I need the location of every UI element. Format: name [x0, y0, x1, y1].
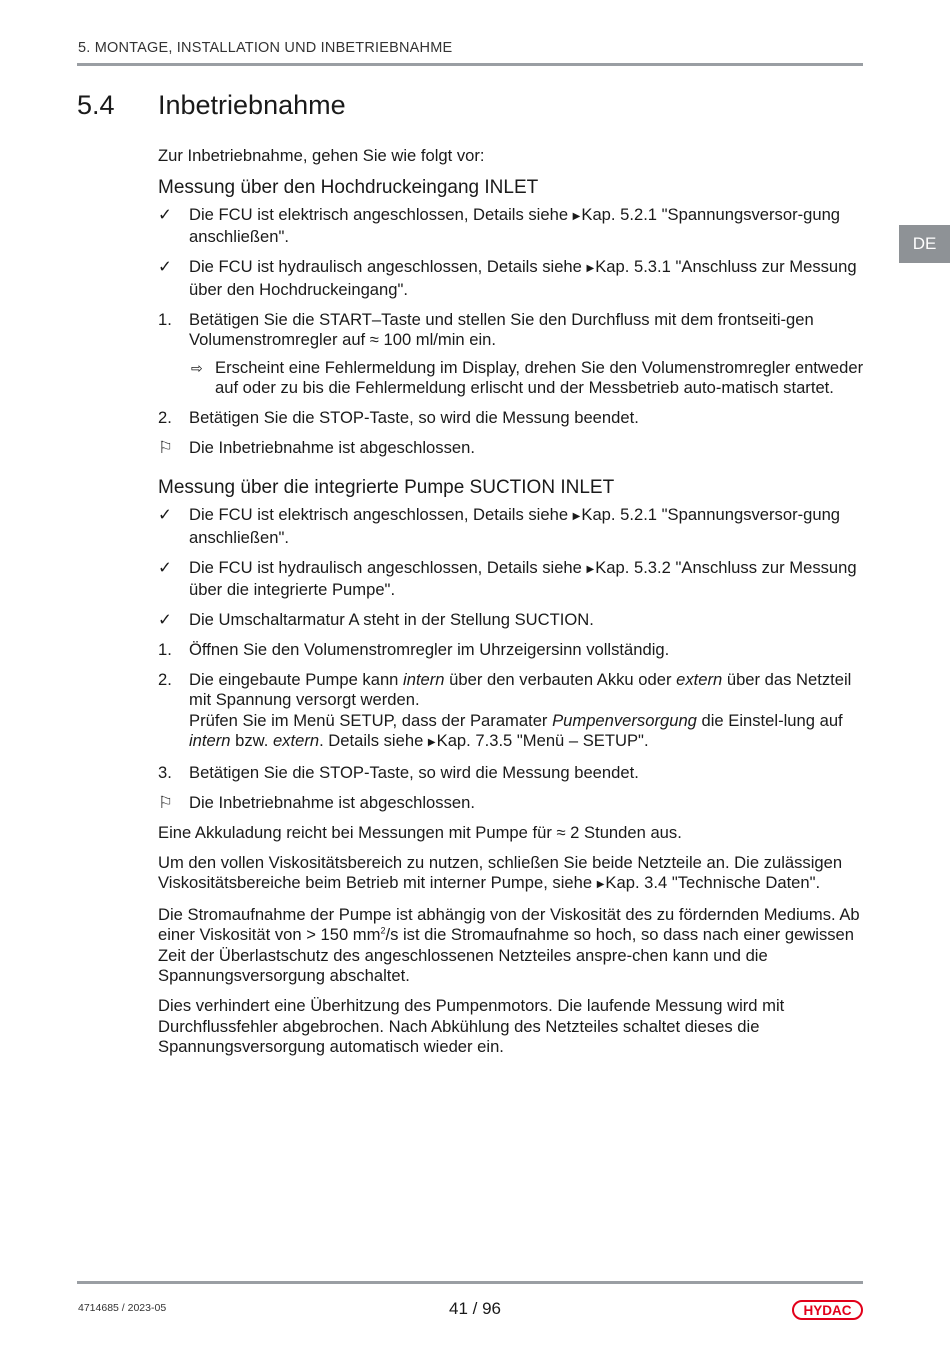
cross-reference-link[interactable]: Kap. 5.2.1 "Spannungsversor-gung anschließen".	[189, 505, 841, 547]
step-text: bzw.	[230, 731, 273, 751]
emphasis-extern: extern	[676, 669, 723, 689]
check-icon: ✓	[158, 257, 172, 277]
intro-text: Zur Inbetriebnahme, gehen Sie wie folgt vor:	[158, 146, 485, 165]
result-item	[158, 358, 864, 399]
check-icon: ✓	[158, 204, 172, 224]
step-number: 2.	[158, 669, 172, 689]
step-text: Prüfen Sie im Menü SETUP, dass der Paramater	[189, 710, 553, 730]
prerequisite-text: Die FCU ist hydraulisch angeschlossen, Details siehe	[189, 257, 587, 277]
prerequisite-text: Die Umschaltarmatur A steht in der Stellung SUCTION.	[189, 610, 594, 630]
note-text: Um den vollen Viskositätsbereich zu nutzen, schließen Sie beide Netzteile an. Die zulässigen Viskositätsbereiche beim Betrieb mit interner Pumpe, siehe	[158, 852, 843, 893]
prerequisite-text: Die FCU ist elektrisch angeschlossen, Details siehe	[189, 505, 573, 525]
section-title: Inbetriebnahme	[158, 90, 346, 120]
section-number: 5.4	[77, 90, 115, 120]
emphasis-intern: intern	[189, 731, 231, 751]
note-paragraph	[158, 853, 864, 896]
result-arrow-icon: ⇨	[191, 359, 203, 376]
completion-item	[158, 793, 864, 813]
step-number: 1.	[158, 309, 172, 329]
subheading-inlet: Messung über den Hochdruckeingang INLET	[158, 176, 539, 198]
prerequisite-item	[158, 610, 864, 630]
note-paragraph: Dies verhindert eine Überhitzung des Pumpenmotors. Die laufende Messung wird mit Durchflussfehler abgebrochen. Nach Abkühlung des Netzteiles schaltet dieses die Spannungsversorgung automatisch wieder ein.	[158, 996, 785, 1056]
completion-text: Die Inbetriebnahme ist abgeschlossen.	[189, 438, 475, 458]
step-item	[158, 310, 864, 351]
hydac-logo	[792, 1300, 863, 1320]
prerequisite-item	[158, 505, 864, 548]
header-rule	[77, 63, 863, 66]
xref-arrow-icon: ▶	[596, 879, 605, 891]
prerequisite-text: Die FCU ist elektrisch angeschlossen, Details siehe	[189, 204, 573, 224]
parameter-name: Pumpenversorgung	[552, 710, 697, 730]
footer-rule	[77, 1281, 863, 1284]
emphasis-intern: intern	[403, 669, 445, 689]
xref-arrow-icon: ▶	[572, 210, 581, 222]
cross-reference-link[interactable]: Kap. 7.3.5 "Menü – SETUP".	[436, 731, 649, 751]
finish-flag-icon: ⚐	[158, 438, 173, 458]
xref-arrow-icon: ▶	[427, 737, 436, 749]
step-text: Betätigen Sie die STOP-Taste, so wird die Messung beendet.	[189, 763, 639, 783]
finish-flag-icon: ⚐	[158, 792, 173, 812]
prerequisite-item	[158, 558, 864, 601]
prerequisite-text: Die FCU ist hydraulisch angeschlossen, Details siehe	[189, 557, 587, 577]
step-text: Öffnen Sie den Volumenstromregler im Uhrzeigersinn vollständig.	[189, 640, 670, 659]
note-paragraph: Eine Akkuladung reicht bei Messungen mit Pumpe für ≈ 2 Stunden aus.	[158, 822, 682, 842]
step-number: 1.	[158, 640, 172, 659]
step-text: Betätigen Sie die STOP-Taste, so wird die Messung beendet.	[189, 408, 639, 428]
step-item	[158, 408, 864, 428]
language-tab[interactable]: DE	[899, 225, 950, 263]
step-item	[158, 763, 864, 783]
check-icon: ✓	[158, 505, 172, 525]
emphasis-extern: extern	[272, 731, 320, 751]
cross-reference-link[interactable]: Kap. 5.2.1 "Spannungsversor-gung anschließen".	[189, 204, 841, 247]
prerequisite-item	[158, 205, 864, 248]
logo-text: HYDAC	[803, 1303, 852, 1318]
page-number: 41 / 96	[449, 1299, 501, 1318]
step-number: 3.	[158, 763, 172, 783]
cross-reference-link[interactable]: Kap. 3.4 "Technische Daten".	[605, 873, 821, 893]
cross-reference-link[interactable]: Kap. 5.3.1 "Anschluss zur Messung über den Hochdruckeingang".	[189, 257, 857, 299]
xref-arrow-icon: ▶	[586, 263, 595, 275]
page-content	[158, 146, 864, 1067]
check-icon: ✓	[158, 610, 172, 630]
superscript: 2	[380, 925, 386, 936]
prerequisite-item	[158, 257, 864, 300]
step-item	[158, 670, 864, 754]
subheading-suction: Messung über die integrierte Pumpe SUCTION INLET	[158, 477, 615, 499]
check-icon: ✓	[158, 557, 172, 577]
cross-reference-link[interactable]: Kap. 5.3.2 "Anschluss zur Messung über die integrierte Pumpe".	[189, 557, 857, 600]
document-number: 4714685 / 2023-05	[78, 1302, 167, 1314]
step-text: Betätigen Sie die START–Taste und stellen Sie den Durchfluss mit dem frontseiti-gen Volumenstromregler auf ≈ 100 ml/min ein.	[189, 309, 814, 349]
completion-item	[158, 438, 864, 458]
note-text: /s ist die Stromaufnahme so hoch, so dass nach einer gewissen Zeit der Überlastschutz des angeschlossenen Netzteiles anspre-chen kann und die Spannungsversorgung abschaltet.	[158, 925, 855, 986]
step-text: über den verbauten Akku oder	[444, 669, 677, 689]
step-number: 2.	[158, 408, 172, 428]
step-text: die Einstel-lung auf	[696, 710, 843, 730]
xref-arrow-icon: ▶	[572, 511, 581, 523]
running-head: 5. MONTAGE, INSTALLATION UND INBETRIEBNAHME	[78, 40, 453, 56]
step-item	[158, 640, 864, 660]
result-text: Erscheint eine Fehlermeldung im Display, drehen Sie den Volumenstromregler entweder auf oder zu bis die Fehlermeldung erlischt und der Messbetrieb auto-matisch startet.	[215, 357, 864, 398]
xref-arrow-icon: ▶	[586, 563, 595, 575]
step-text: über das Netzteil mit Spannung versorgt werden.	[189, 669, 852, 710]
step-text: . Details siehe	[319, 731, 428, 751]
step-text: Die eingebaute Pumpe kann	[189, 669, 404, 689]
note-paragraph	[158, 905, 864, 987]
completion-text: Die Inbetriebnahme ist abgeschlossen.	[189, 792, 475, 812]
note-text: Die Stromaufnahme der Pumpe ist abhängig von der Viskosität des zu fördernden Mediums. Ab einer Viskosität von > 150 mm	[158, 905, 860, 945]
